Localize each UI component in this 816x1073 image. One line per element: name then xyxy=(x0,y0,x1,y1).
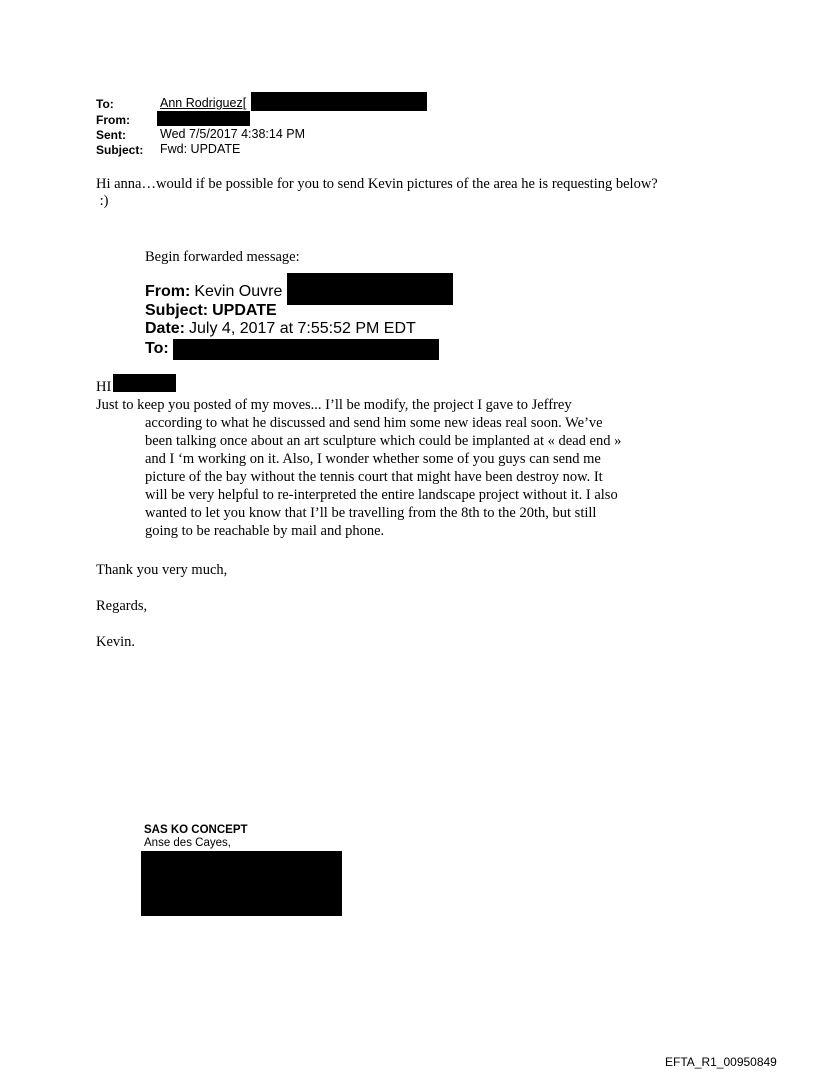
closing-regards: Regards, xyxy=(96,598,148,614)
subject-label: Subject: xyxy=(96,143,144,157)
body-line: Just to keep you posted of my moves... I’ll be modify, the project I gave to Jeffrey xyxy=(96,397,572,413)
redaction-box xyxy=(113,374,176,392)
body-line: wanted to let you know that I’ll be travelling from the 8th to the 20th, but still xyxy=(145,505,597,521)
to-label: To: xyxy=(96,97,114,111)
fwd-from-line xyxy=(145,283,282,301)
redaction-box xyxy=(157,111,250,126)
body-line: and I ‘m working on it. Also, I wonder whether some of you guys can send me xyxy=(145,451,601,467)
redaction-box xyxy=(251,92,427,111)
greeting: HI xyxy=(96,379,112,395)
signature-address: Anse des Cayes, xyxy=(144,837,231,849)
fwd-to-label: To: xyxy=(145,340,169,357)
from-label: From: xyxy=(96,113,130,127)
sender-name: Kevin. xyxy=(96,634,136,650)
fwd-from-label: From: xyxy=(145,283,191,300)
fwd-subject-value: UPDATE xyxy=(212,302,277,319)
redaction-box xyxy=(173,339,439,360)
signature-company: SAS KO CONCEPT xyxy=(144,824,248,836)
begin-forwarded-label: Begin forwarded message: xyxy=(145,249,300,265)
redaction-box xyxy=(141,851,342,916)
fwd-subject-label: Subject: xyxy=(145,302,209,319)
body-line: picture of the bay without the tennis court that might have been destroy now. It xyxy=(145,469,603,485)
fwd-date-label: Date: xyxy=(145,320,186,337)
subject-value: Fwd: UPDATE xyxy=(160,142,241,156)
sent-value: Wed 7/5/2017 4:38:14 PM xyxy=(160,127,306,141)
intro-smiley: :) xyxy=(96,193,109,209)
intro-line: Hi anna…would if be possible for you to send Kevin pictures of the area he is requesting below? xyxy=(96,176,658,192)
body-line: according to what he discussed and send him some new ideas real soon. We’ve xyxy=(145,415,603,431)
sent-label: Sent: xyxy=(96,128,126,142)
document-id: EFTA_R1_00950849 xyxy=(665,1055,777,1069)
fwd-from-value: Kevin Ouvre xyxy=(194,283,283,300)
body-line: going to be reachable by mail and phone. xyxy=(145,523,385,539)
to-value: Ann Rodriguez[ xyxy=(160,96,247,110)
fwd-date-line xyxy=(145,320,416,338)
fwd-subject-line xyxy=(145,302,277,320)
body-line: will be very helpful to re-interpreted the entire landscape project without it. I also xyxy=(145,487,618,503)
body-line: been talking once about an art sculpture which could be implanted at « dead end » xyxy=(145,433,622,449)
closing-thanks: Thank you very much, xyxy=(96,562,228,578)
fwd-date-value: July 4, 2017 at 7:55:52 PM EDT xyxy=(189,320,416,337)
redaction-box xyxy=(287,273,453,305)
